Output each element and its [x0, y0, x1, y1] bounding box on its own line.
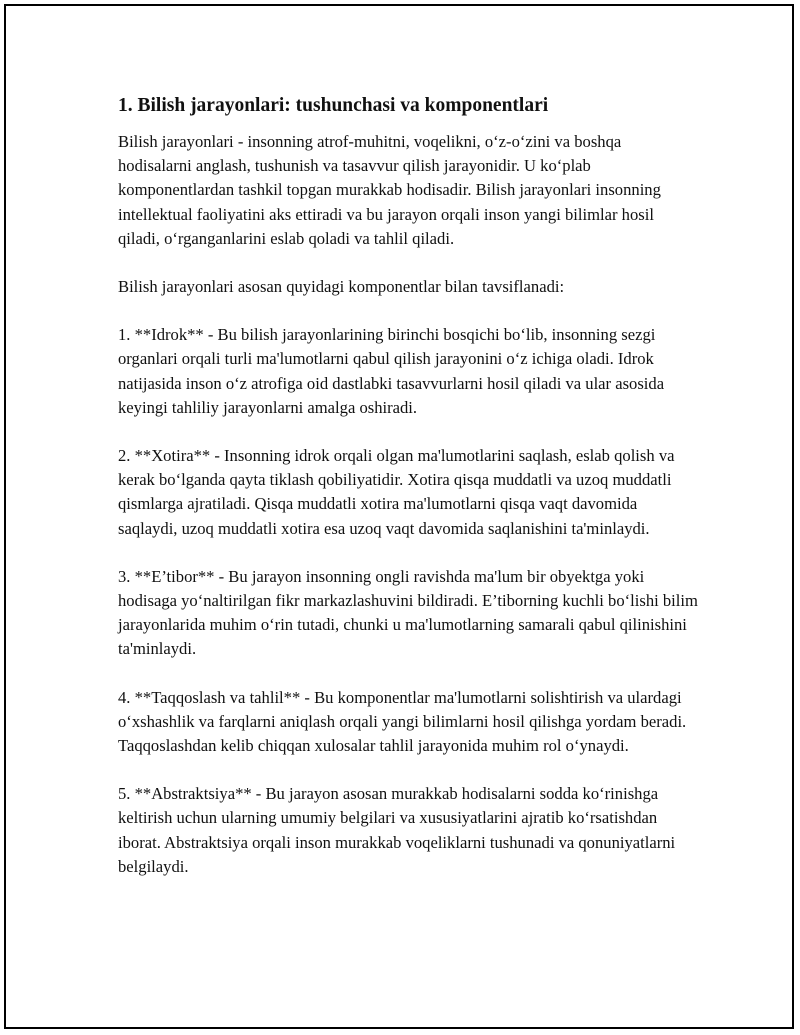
- paragraph-components-lead: Bilish jarayonlari asosan quyidagi komponentlar bilan tavsiflanadi:: [118, 277, 565, 297]
- document-body: [118, 92, 698, 903]
- paragraph-intro: Bilish jarayonlari - insonning atrof-muhitni, voqelikni, o‘z-o‘zini va boshqa hodisalarni anglash, tushunish va tasavvur qilish jarayonidir. U ko‘plab komponentlardan tashkil topgan murakkab hodisadir. Bilish jarayonlari insonning intellektual faoliyatini aks ettiradi va bu jarayon orqali inson yangi bilimlar hosil qiladi, o‘rganganlarini eslab qoladi va tahlil qiladi.: [118, 132, 661, 248]
- paragraph-xotira: 2. **Xotira** - Insonning idrok orqali olgan ma'lumotlarini saqlash, eslab qolish va kerak bo‘lganda qayta tiklash qobiliyatidir. Xotira qisqa muddatli va uzoq muddatli qismlarga ajratiladi. Qisqa muddatli xotira ma'lumotlarni qisqa vaqt davomida saqlaydi, uzoq muddatli xotira esa uzoq vaqt davomida saqlanishini ta'minlaydi.: [118, 446, 675, 538]
- paragraph-etibor: 3. **E’tibor** - Bu jarayon insonning ongli ravishda ma'lum bir obyektga yoki hodisaga yo‘naltirilgan fikr markazlashuvini bildiradi. E’tiborning kuchli bo‘lishi bilim jarayonlarida muhim o‘rin tutadi, chunki u ma'lumotlarning samarali qabul qilinishini ta'minlaydi.: [118, 566, 698, 659]
- paragraph-taqqoslash: 4. **Taqqoslash va tahlil** - Bu komponentlar ma'lumotlarni solishtirish va ulardagi o‘xshashlik va farqlarni aniqlash orqali yangi bilimlarni hosil qilishga yordam beradi. Taqqoslashdan kelib chiqqan xulosalar tahlil jarayonida muhim rol o‘ynaydi.: [118, 687, 687, 756]
- page-title: 1. Bilish jarayonlari: tushunchasi va komponentlari: [118, 95, 549, 116]
- paragraph-idrok: 1. **Idrok** - Bu bilish jarayonlarining birinchi bosqichi bo‘lib, insonning sezgi organlari orqali turli ma'lumotlarni qabul qilish jarayonini o‘z ichiga oladi. Idrok natijasida inson o‘z atrofiga oid dastlabki tasavvurlarni hosil qiladi va ular asosida keyingi tahliliy jarayonlarni amalga oshiradi.: [118, 325, 665, 417]
- paragraph-abstraktsiya: 5. **Abstraktsiya** - Bu jarayon asosan murakkab hodisalarni sodda ko‘rinishga keltirish uchun ularning umumiy belgilari va xususiyatlarini ajratib ko‘rsatishdan iborat. Abstraktsiya orqali inson murakkab voqeliklarni tushunadi va qonuniyatlarni belgilaydi.: [118, 784, 676, 876]
